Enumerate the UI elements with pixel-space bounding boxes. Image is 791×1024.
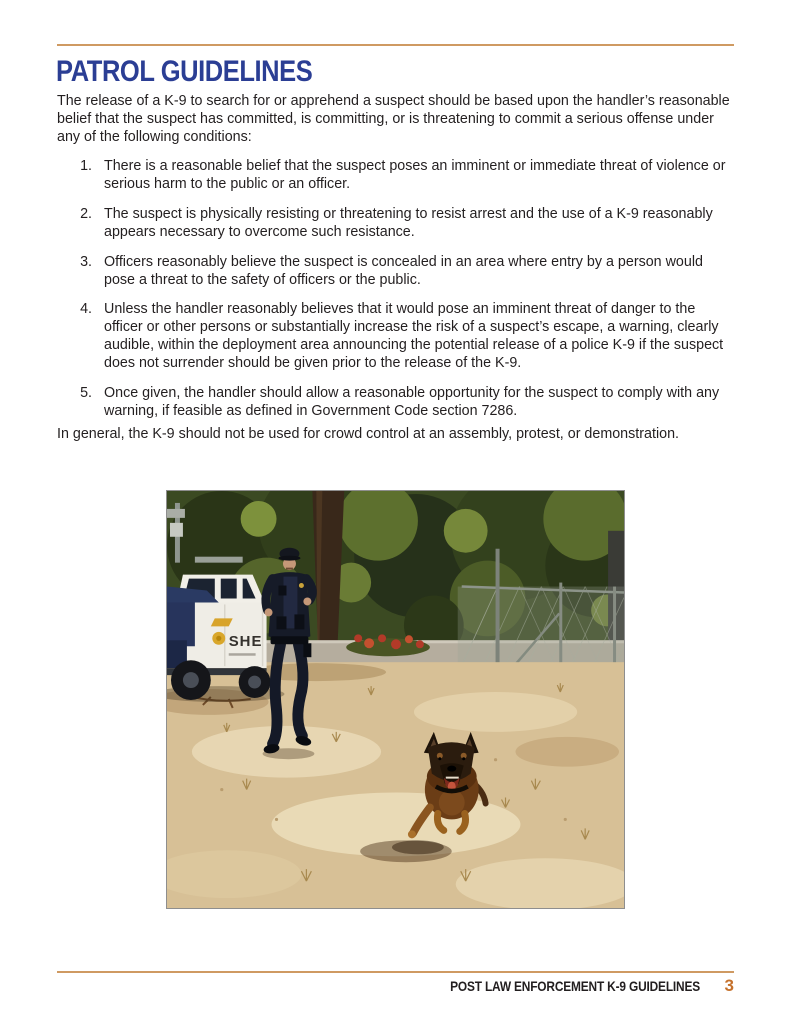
conditions-list bbox=[57, 158, 737, 433]
list-item-number: 3. bbox=[80, 253, 92, 270]
list-item bbox=[57, 254, 737, 290]
list-item-number: 4. bbox=[80, 301, 92, 318]
page-title: PATROL GUIDELINES bbox=[56, 55, 313, 88]
k9-photo-illustration bbox=[167, 491, 624, 908]
officer-badge bbox=[299, 583, 304, 588]
bottom-rule bbox=[57, 971, 734, 973]
list-item-number: 5. bbox=[80, 385, 92, 402]
list-item bbox=[57, 206, 737, 242]
list-item-text: Unless the handler reasonably believes that it would pose an imminent threat of danger to the officer or other persons or substantially increase the risk of a suspect’s escape, a warning, clearly audible, within the deployment area announcing the potential release of a police K-9 if the suspect does not surrender should be given prior to the release of the K-9. bbox=[104, 301, 724, 372]
list-item-text: Officers reasonably believe the suspect is concealed in an area where entry by a person would pose a threat to the safety of officers or the public. bbox=[104, 253, 703, 288]
list-item-number: 1. bbox=[80, 158, 92, 174]
roof-rack bbox=[195, 557, 243, 563]
list-item bbox=[57, 158, 737, 194]
intro-paragraph: The release of a K-9 to search for or apprehend a suspect should be based upon the handler’s reasonable belief that the suspect has committed, is committing, or is threatening to commit a serious offense under any of the following conditions: bbox=[57, 93, 730, 145]
footer-publication-title: POST LAW ENFORCEMENT K-9 GUIDELINES bbox=[450, 978, 700, 994]
vehicle-door-text: SHE bbox=[228, 633, 263, 651]
k9-training-photo bbox=[166, 490, 625, 909]
top-rule bbox=[57, 44, 734, 46]
list-item-text: There is a reasonable belief that the suspect poses an imminent or immediate threat of violence or serious harm to the public or an officer. bbox=[104, 158, 726, 192]
page-number: 3 bbox=[724, 976, 734, 995]
list-item-text: The suspect is physically resisting or threatening to resist arrest and the use of a K-9 reasonably appears necessary to overcome such resistance. bbox=[104, 205, 713, 240]
list-item bbox=[57, 385, 737, 421]
list-item bbox=[57, 301, 737, 373]
list-item-number: 2. bbox=[80, 205, 92, 222]
closing-paragraph: In general, the K-9 should not be used for crowd control at an assembly, protest, or demonstration. bbox=[57, 426, 679, 442]
list-item-text: Once given, the handler should allow a reasonable opportunity for the suspect to comply with any warning, if feasible as defined in Government Code section 7286. bbox=[104, 385, 720, 419]
